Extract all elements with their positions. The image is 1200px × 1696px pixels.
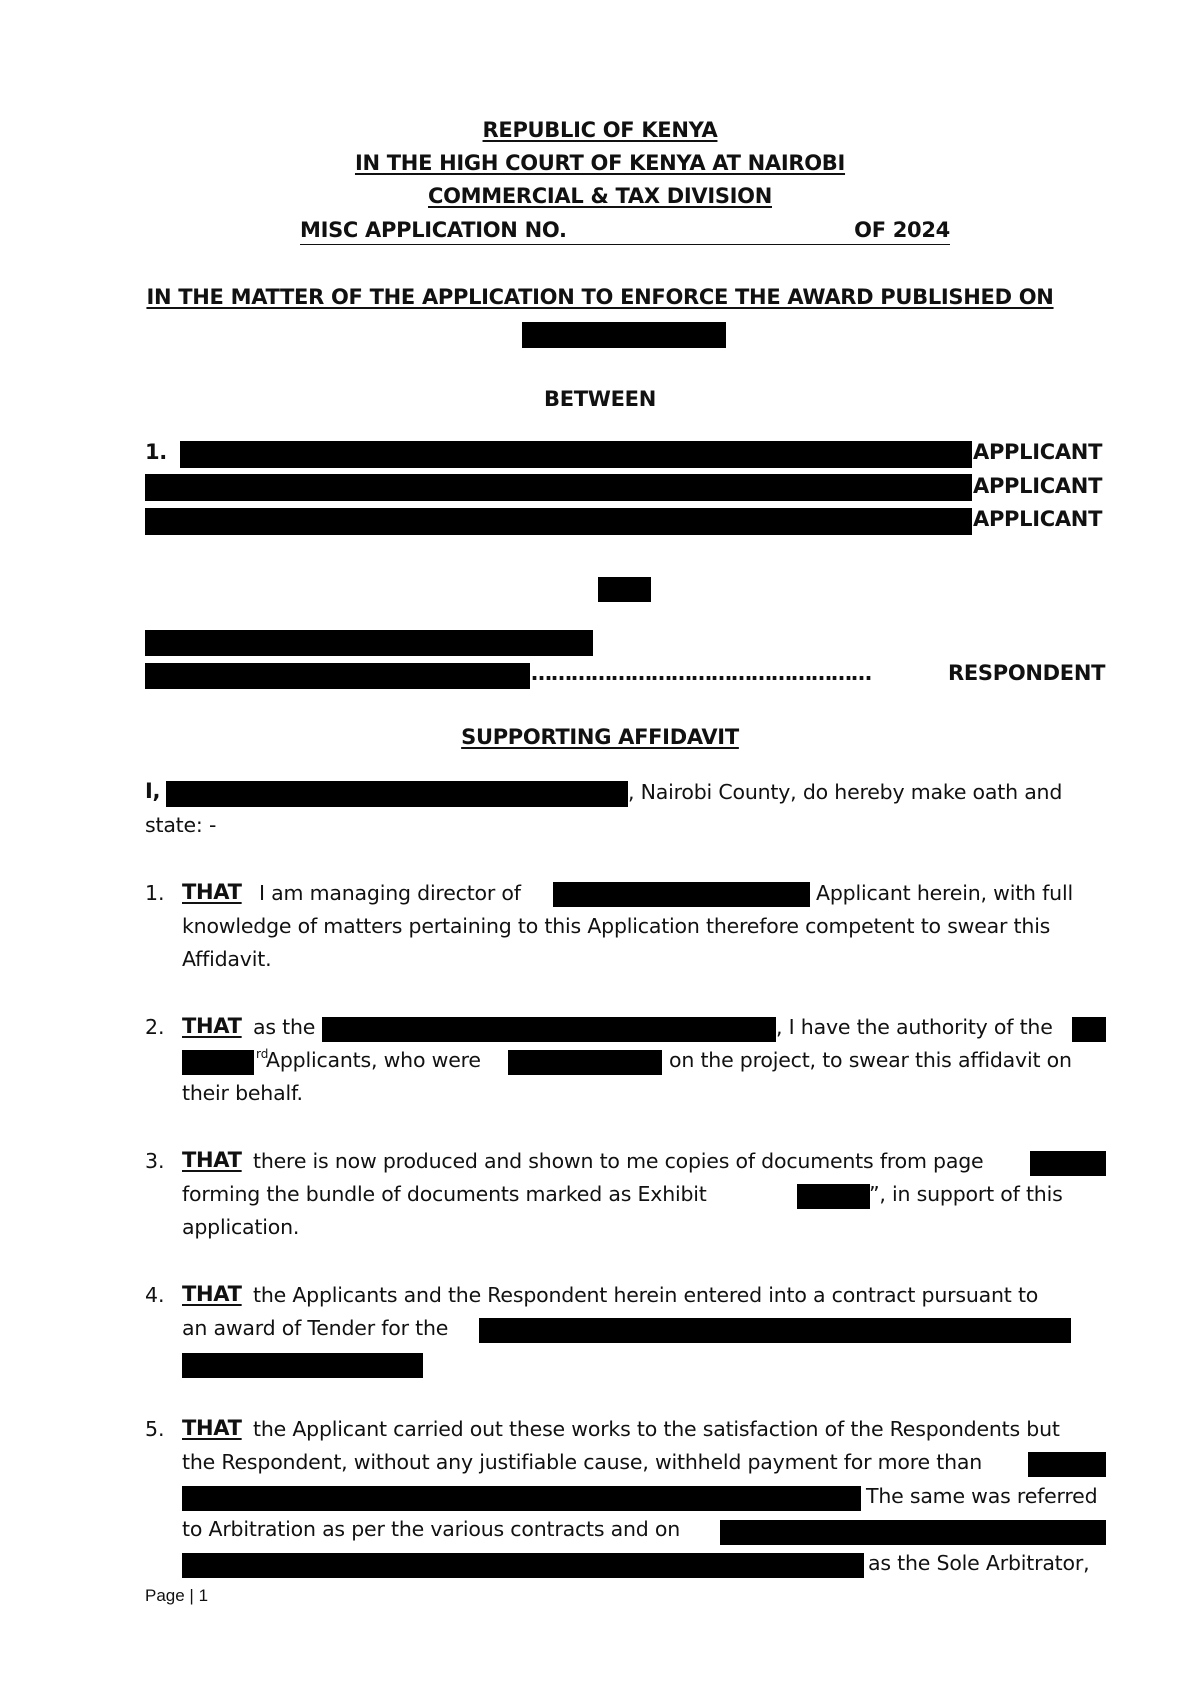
para-3-line-2a: forming the bundle of documents marked as Exhibit xyxy=(182,1182,707,1206)
redaction-role xyxy=(322,1017,776,1042)
applicant-label-1: APPLICANT xyxy=(973,440,1103,464)
redaction-period-cont xyxy=(182,1486,861,1511)
redaction-award-date xyxy=(522,322,726,348)
party-number-1: 1. xyxy=(145,440,167,464)
para-5-number: 5. xyxy=(145,1417,165,1441)
para-5-text-a: the Applicant carried out these works to the satisfaction of the Respondents but xyxy=(253,1417,1060,1441)
redaction-applicant-3 xyxy=(145,508,972,535)
para-2-text-d: on the project, to swear this affidavit on xyxy=(669,1048,1072,1072)
para-4-line-2: an award of Tender for the xyxy=(182,1316,449,1340)
applicant-label-3: APPLICANT xyxy=(973,507,1103,531)
para-4-text-a: the Applicants and the Respondent herein entered into a contract pursuant to xyxy=(253,1283,1039,1307)
para-2-text-a: as the xyxy=(253,1015,316,1039)
para-2-number: 2. xyxy=(145,1015,165,1039)
redaction-period xyxy=(1028,1452,1106,1477)
respondent-dots: …………………………………………… xyxy=(531,661,871,685)
misc-application-year: OF 2024 xyxy=(854,218,950,242)
redaction-versus xyxy=(598,577,651,602)
header-line-division: COMMERCIAL & TAX DIVISION xyxy=(428,184,772,208)
redaction-applicant-1 xyxy=(180,441,972,468)
para-3-text-a: there is now produced and shown to me copies of documents from page xyxy=(253,1149,984,1173)
para-1-number: 1. xyxy=(145,881,165,905)
intro-line-2: state: - xyxy=(145,813,217,837)
header-line-republic: REPUBLIC OF KENYA xyxy=(482,118,718,142)
para-4-that: THAT xyxy=(182,1282,242,1306)
page-number: Page | 1 xyxy=(145,1586,209,1605)
para-2-text-c: Applicants, who were xyxy=(266,1048,481,1072)
redaction-company xyxy=(553,882,810,907)
para-5-line-2: the Respondent, without any justifiable cause, withheld payment for more than xyxy=(182,1450,983,1474)
redaction-deponent-name xyxy=(166,781,628,807)
redaction-arbitration-date xyxy=(720,1520,1106,1545)
between-heading: BETWEEN xyxy=(543,387,656,411)
redaction-arbitrator xyxy=(182,1553,864,1578)
header-line-court: IN THE HIGH COURT OF KENYA AT NAIROBI xyxy=(354,151,846,175)
intro-prefix: I, xyxy=(145,779,161,803)
misc-application-label: MISC APPLICATION NO. xyxy=(300,218,567,242)
intro-text: , Nairobi County, do hereby make oath and xyxy=(628,780,1063,804)
redaction-tender xyxy=(479,1318,1071,1343)
para-5-line-3: The same was referred xyxy=(866,1484,1098,1508)
para-1-text-a: I am managing director of xyxy=(259,881,521,905)
para-1-that: THAT xyxy=(182,880,242,904)
respondent-label: RESPONDENT xyxy=(948,661,1106,685)
para-5-line-5: as the Sole Arbitrator, xyxy=(868,1551,1090,1575)
misc-application-line xyxy=(300,218,950,245)
para-4-number: 4. xyxy=(145,1283,165,1307)
redaction-applicant-2 xyxy=(145,474,972,501)
para-3-line-2b: ”, in support of this xyxy=(869,1182,1063,1206)
para-5-line-4: to Arbitration as per the various contracts and on xyxy=(182,1517,681,1541)
redaction-tender-cont xyxy=(182,1353,423,1378)
para-1-line-2: knowledge of matters pertaining to this Application therefore competent to swear this xyxy=(182,914,1051,938)
matter-heading: IN THE MATTER OF THE APPLICATION TO ENFORCE THE AWARD PUBLISHED ON xyxy=(146,285,1054,309)
affidavit-title: SUPPORTING AFFIDAVIT xyxy=(461,725,739,749)
para-1-text-b: Applicant herein, with full xyxy=(816,881,1073,905)
para-2-superscript: rd xyxy=(256,1047,269,1061)
redaction-page-range xyxy=(1030,1151,1106,1176)
redaction-ordinal-a xyxy=(1072,1017,1106,1042)
para-2-that: THAT xyxy=(182,1014,242,1038)
para-2-line-3: their behalf. xyxy=(182,1081,303,1105)
redaction-capacity xyxy=(508,1050,662,1075)
para-1-line-3: Affidavit. xyxy=(182,947,272,971)
redaction-exhibit xyxy=(797,1184,870,1209)
applicant-label-2: APPLICANT xyxy=(973,474,1103,498)
redaction-respondent-1 xyxy=(145,630,593,656)
redaction-ordinal-b xyxy=(182,1050,254,1075)
para-3-line-3: application. xyxy=(182,1215,300,1239)
redaction-respondent-2 xyxy=(145,663,530,689)
para-3-number: 3. xyxy=(145,1149,165,1173)
para-2-text-b: , I have the authority of the xyxy=(776,1015,1053,1039)
para-5-that: THAT xyxy=(182,1416,242,1440)
para-3-that: THAT xyxy=(182,1148,242,1172)
